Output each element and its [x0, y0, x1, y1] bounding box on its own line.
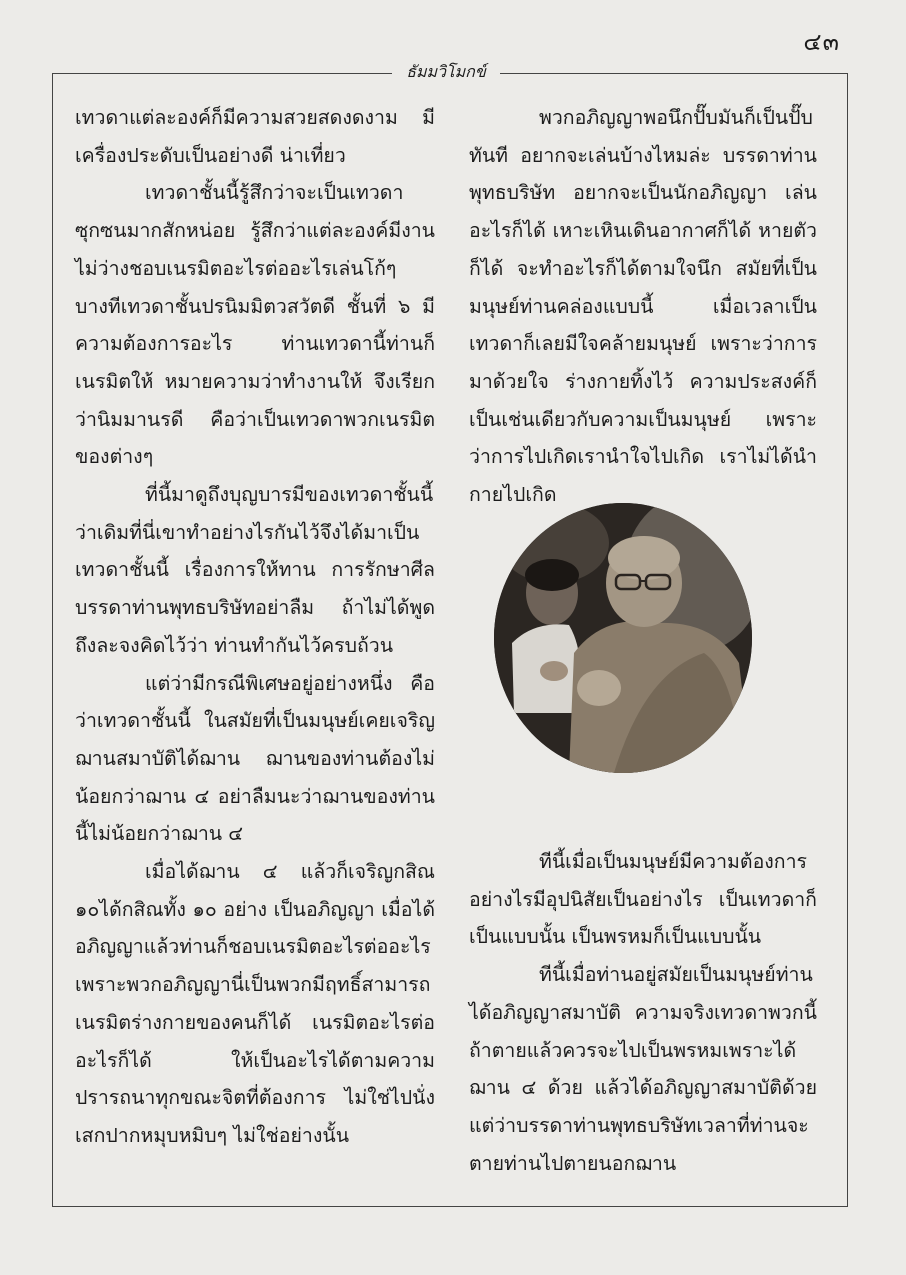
paragraph: เทวดาชั้นนี้รู้สึกว่าจะเป็นเทวดาซุกซนมากสักหน่อย รู้สึกว่าแต่ละองค์มีงานไม่ว่างชอบเนรมิตอะไรต่ออะไรเล่นโก้ๆ บางทีเทวดาชั้นปรนิมมิตวสวัตดี ชั้นที่ ๖ มีความต้องการอะไร ท่านเทวดานี้ท่านก็เนรมิตให้ หมายความว่าทำงานให้ จึงเรียกว่านิมมานรดี คือว่าเป็นเทวดาพวกเนรมิตของต่างๆ	[75, 181, 435, 469]
frame-top-rule-right	[500, 73, 847, 74]
left-column	[75, 99, 435, 1155]
frame-top-rule-left	[52, 73, 392, 74]
paragraph: เมื่อได้ฌาน ๔ แล้วก็เจริญกสิณ ๑๐ได้กสิณทั้ง ๑๐ อย่าง เป็นอภิญญา เมื่อได้อภิญญาแล้วท่านก็ชอบเนรมิตอะไรต่ออะไร เพราะพวกอภิญญานี่เป็นพวกมีฤทธิ์สามารถเนรมิตร่างกายของคนก็ได้ เนรมิตอะไรต่ออะไรก็ได้ ให้เป็นอะไรได้ตามความปรารถนาทุกขณะจิตที่ต้องการ ไม่ใช่ไปนั่งเสกปากหมุบหมิบๆ ไม่ใช่อย่างนั้น	[75, 860, 435, 1147]
paragraph: แต่ว่ามีกรณีพิเศษอยู่อย่างหนึ่ง คือว่าเทวดาชั้นนี้ ในสมัยที่เป็นมนุษย์เคยเจริญฌานสมาบัติได้ฌาน ฌานของท่านต้องไม่น้อยกว่าฌาน ๔ อย่าลืมนะว่าฌานของท่านนี้ไม่น้อยกว่าฌาน ๔	[75, 671, 435, 846]
paragraph: พวกอภิญญาพอนึกปั๊บมันก็เป็นปั๊บทันที อยากจะเล่นบ้างไหมล่ะ บรรดาท่านพุทธบริษัท อยากจะเป็นนักอภิญญา เล่นอะไรก็ได้ เหาะเหินเดินอากาศก็ได้ หายตัวก็ได้ จะทำอะไรก็ได้ตามใจนึก สมัยที่เป็นมนุษย์ท่านคล่องแบบนี้ เมื่อเวลาเป็นเทวดาก็เลยมีใจคล้ายมนุษย์ เพราะว่าการมาด้วยใจ ร่างกายทิ้งไว้ ความประสงค์ก็เป็นเช่นเดียวกับความเป็นมนุษย์ เพราะว่าการไปเกิดเรานำใจไปเกิด เราไม่ได้นำกายไปเกิด	[469, 106, 817, 507]
paragraph: ทีนี้เมื่อเป็นมนุษย์มีความต้องการอย่างไรมีอุปนิสัยเป็นอย่างไร เป็นเทวดาก็เป็นแบบนั้น เป็นพรหมก็เป็นแบบนั้น	[469, 850, 817, 949]
right-column-bottom	[469, 843, 817, 1182]
monk-portrait-photo	[494, 503, 752, 773]
paragraph: ที่นี้มาดูถึงบุญบารมีของเทวดาชั้นนี้ว่าเดิมที่นี่เขาทำอย่างไรกันไว้จึงได้มาเป็นเทวดาชั้นนี้ เรื่องการให้ทาน การรักษาศีลบรรดาท่านพุทธบริษัทอย่าลืม ถ้าไม่ได้พูดถึงละจงคิดไว้ว่า ท่านทำกันไว้ครบถ้วน	[75, 483, 435, 657]
paragraph: ทีนี้เมื่อท่านอยู่สมัยเป็นมนุษย์ท่านได้อภิญญาสมาบัติ ความจริงเทวดาพวกนี้ถ้าตายแล้วควรจะไปเป็นพรหมเพราะได้ฌาน ๔ ด้วย แล้วได้อภิญญาสมาบัติด้วย แต่ว่าบรรดาท่านพุทธบริษัทเวลาที่ท่านจะตายท่านไปตายนอกฌาน	[469, 963, 817, 1175]
page-number: ๔๓	[803, 28, 840, 56]
paragraph: เทวดาแต่ละองค์ก็มีความสวยสดงดงาม มีเครื่องประดับเป็นอย่างดี น่าเที่ยว	[75, 106, 435, 167]
running-header-title: ธัมมวิโมกข์	[406, 62, 486, 81]
right-column-top	[469, 99, 817, 514]
